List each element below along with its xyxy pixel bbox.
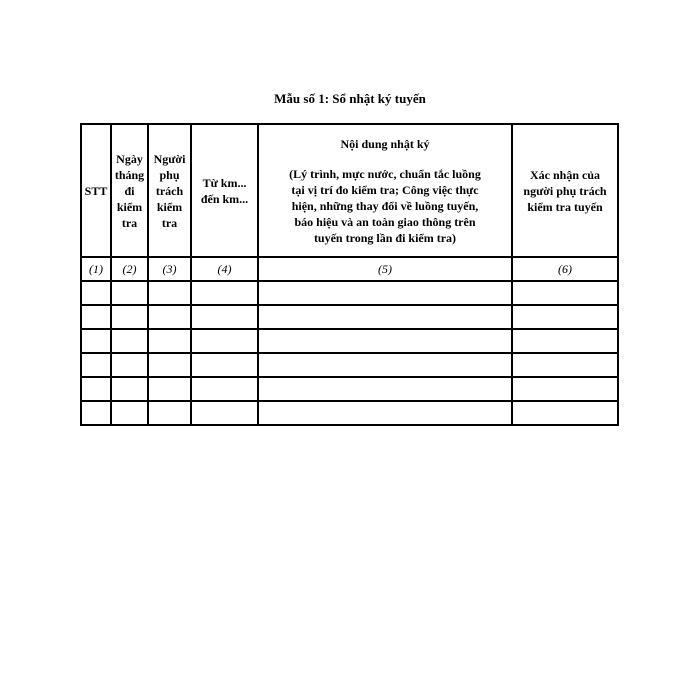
column-number: (4) [191, 257, 258, 281]
header-log-content-description: (Lý trình, mực nước, chuẩn tắc luồng tại vị trí đo kiểm tra; Công việc thực hiện, những thay đổi về luồng tuyến, báo hiệu và an toàn giao thông trên tuyến trong lần đi kiểm tra) [289, 166, 481, 245]
table-row [81, 353, 618, 377]
table-cell [148, 401, 191, 425]
column-number-row [81, 257, 618, 281]
route-log-table [80, 123, 619, 426]
table-cell [512, 353, 618, 377]
table-cell [191, 377, 258, 401]
table-cell [191, 353, 258, 377]
table-cell [111, 377, 148, 401]
table-row [81, 401, 618, 425]
header-log-content [258, 124, 512, 257]
table-cell [512, 329, 618, 353]
table-cell [148, 353, 191, 377]
header-inspection-date-label: Ngày tháng đi kiểm tra [114, 151, 145, 230]
table-cell [81, 281, 111, 305]
column-number: (2) [111, 257, 148, 281]
table-cell [81, 353, 111, 377]
table-row [81, 281, 618, 305]
table-cell [512, 377, 618, 401]
table-cell [258, 401, 512, 425]
table-cell [191, 329, 258, 353]
table-cell [258, 281, 512, 305]
table-cell [81, 401, 111, 425]
table-cell [111, 329, 148, 353]
table-row [81, 329, 618, 353]
table-cell [191, 401, 258, 425]
table-cell [258, 353, 512, 377]
header-km-range [191, 124, 258, 257]
header-inspector-label: Người phụ trách kiểm tra [153, 151, 186, 230]
table-cell [512, 305, 618, 329]
table-cell [512, 281, 618, 305]
column-number: (6) [512, 257, 618, 281]
header-stt [81, 124, 111, 257]
column-number: (3) [148, 257, 191, 281]
table-cell [111, 401, 148, 425]
table-cell [111, 305, 148, 329]
table-row [81, 377, 618, 401]
form-title: Mẫu số 1: Sổ nhật ký tuyến [274, 91, 426, 106]
table-cell [81, 329, 111, 353]
table-cell [81, 377, 111, 401]
table-cell [148, 329, 191, 353]
table-row [81, 305, 618, 329]
table-cell [258, 305, 512, 329]
table-cell [258, 377, 512, 401]
table-cell [111, 281, 148, 305]
table-cell [148, 377, 191, 401]
table-cell [258, 329, 512, 353]
header-inspector [148, 124, 191, 257]
header-confirmation [512, 124, 618, 257]
header-inspection-date [111, 124, 148, 257]
table-cell [81, 305, 111, 329]
table-cell [191, 281, 258, 305]
header-km-range-label: Từ km... đến km... [200, 175, 249, 206]
header-log-content-title: Nội dung nhật ký [340, 136, 430, 151]
table-cell [148, 305, 191, 329]
header-confirmation-label: Xác nhận của người phụ trách kiểm tra tuyến [523, 167, 607, 214]
column-number: (5) [258, 257, 512, 281]
table-cell [148, 281, 191, 305]
table-cell [111, 353, 148, 377]
table-cell [512, 401, 618, 425]
column-number: (1) [81, 257, 111, 281]
header-stt-label: STT [84, 183, 108, 198]
table-cell [191, 305, 258, 329]
header-row [81, 124, 618, 257]
